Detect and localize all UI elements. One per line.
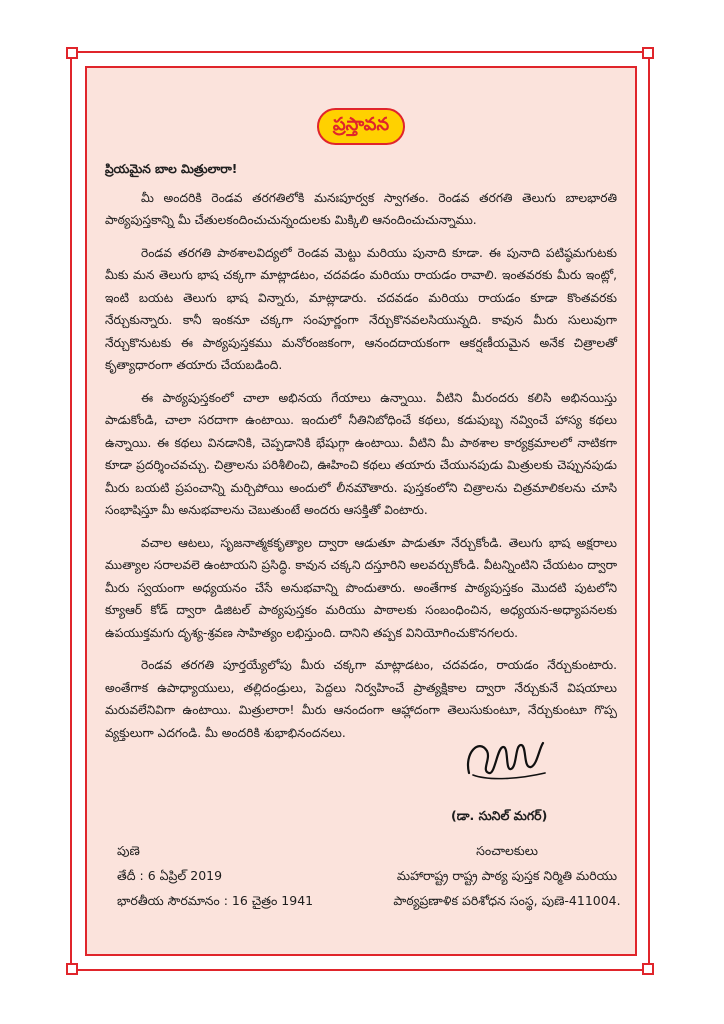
paragraph-3: ఈ పాఠ్యపుస్తకంలో చాలా అభినయ గేయాలు ఉన్నాయి. వీటిని మీరందరు కలిసి అభినయిస్తు పాడుకోండి, చాలా సరదాగా ఉంటాయి. ఇందులో నీతినిబోధించే కథలు, కడుపుబ్బ నవ్వించే హాస్య కథలు ఉన్నాయి. ఈ కథలు వినడానికి, చెప్పడానికి భేషుగ్గా ఉంటాయి. వీటిని మీ పాఠశాల కార్యక్రమాలలో నాటికగా కూడా ప్రదర్శించవచ్చు. చిత్రాలను పరిశీలించి, ఊహించి కథలు తయారు చేయునపుడు మిత్రులకు చెప్పునపుడు మీరు బయటి ప్రపంచాన్ని మర్చిపోయి అందులో లీనమౌతారు. పుస్తకంలోని చిత్రాలను చిత్రమాలికలను చూసి సంభాషిస్తూ మీ అనుభవాలను చెబుతుంటే అందరు ఆసక్తితో వింటారు. [105, 390, 617, 517]
paragraph-2: రెండవ తరగతి పాఠశాలవిద్యలో రెండవ మెట్టు మరియు పునాది కూడా. ఈ పునాది పటిష్ఠమగుటకు మీకు మన తెలుగు భాష చక్కగా మాట్లాడటం, చదవడం మరియు రాయడం రావాలి. ఇంతవరకు మీరు ఇంట్లో, ఇంటి బయట తెలుగు భాష విన్నారు, మాట్లాడారు. చదవడం మరియు రాయడం కూడా కొంతవరకు నేర్చుకున్నారు. కానీ ఇంకనూ చక్కగా సంపూర్ణంగా నేర్చుకొనవలసియున్నది. కావున మీరు సులువుగా నేర్చుకొనుటకు ఈ పాఠ్యపుస్తకము మనోరంజకంగా, ఆనందదాయకంగా ఆకర్షణీయమైన అనేక చిత్రాలతో కృత్యాధారంగా తయారు చేయబడింది. [105, 245, 617, 372]
salutation: ప్రియమైన బాల మిత్రులారా! [105, 162, 238, 176]
signer-org-line1: మహారాష్ట్ర రాష్ట్ర పాఠ్య పుస్తక నిర్మితి మరియు [396, 868, 618, 883]
footer-indian-date: భారతీయ సౌరమానం : 16 చైత్రం 1941 [117, 893, 314, 908]
title-area [87, 108, 635, 145]
paragraph-4: వచాల ఆటలు, సృజనాత్మకకృత్యాల ద్వారా ఆడుతూ పాడుతూ నేర్చుకోండి. తెలుగు భాష అక్షరాలు ముత్యాల సరాలవలె ఉంటాయని ప్రసిద్ధి. కావున చక్కని దస్తూరిని అలవర్చుకోండి. వీటన్నింటిని చేయటం ద్వారా మీరు స్వయంగా అధ్యయనం చేసే అనుభవాన్ని పొందుతారు. అంతేగాక పాఠ్యపుస్తకం మొదటి పుటలోని క్యూఆర్ కోడ్ ద్వారా డిజిటల్ పాఠ్యపుస్తకం మరియు పాఠాలకు సంబంధించిన, అధ్యయన-అధ్యాపనలకు ఉపయుక్తమగు దృశ్య-శ్రవణ సాహిత్యం లభిస్తుంది. దానిని తప్పక వినియోగించుకొనగలరు. [105, 535, 617, 640]
corner-ornament-bottom-right [642, 963, 654, 975]
corner-ornament-top-right [642, 47, 654, 59]
preface-body [105, 158, 617, 754]
paragraph-5: రెండవ తరగతి పూర్తయ్యేలోపు మీరు చక్కగా మాట్లాడటం, చదవడం, రాయడం నేర్చుకుంటారు. అంతేగాక ఉపాధ్యాయులు, తల్లిదండ్రులు, పెద్దలు నిర్వహించే ప్రాత్యక్షికాల ద్వారా నేర్చుకునే విషయాలు మరువలేనివిగా ఉంటాయి. మిత్రులారా! మీరు ఆనందంగా ఆహ్లాదంగా తెలుసుకుంటూ, నేర్చుకుంటూ గొప్ప వ్యక్తులుగా ఎదగండి. మీ అందరికి శుభాభినందనలు. [105, 658, 617, 740]
signer-designation: సంచాలకులు [476, 843, 538, 858]
footer-left [117, 838, 313, 913]
page-title: ప్రస్తావన [317, 108, 405, 145]
corner-ornament-top-left [66, 47, 78, 59]
page-panel [85, 66, 637, 956]
signer-org-line2: పాఠ్యప్రణాళిక పరిశోధన సంస్థ, పుణె-411004. [393, 893, 621, 908]
corner-ornament-bottom-left [66, 963, 78, 975]
signature-image [459, 733, 549, 788]
footer-date: తేదీ : 6 ఏప్రిల్ 2019 [117, 868, 223, 883]
footer-place: పుణె [117, 843, 140, 858]
paragraph-1: మీ అందరికి రెండవ తరగతిలోకి మనఃపూర్వక స్వాగతం. రెండవ తరగతి తెలుగు బాలభారతి పాఠ్యపుస్తకాన్ని మీ చేతులకందించుచున్నందులకు మిక్కిలి ఆనందించుచున్నాము. [105, 190, 617, 227]
footer-right [387, 838, 627, 913]
signer-name: (డా. సునిల్ మగర్) [451, 808, 548, 823]
